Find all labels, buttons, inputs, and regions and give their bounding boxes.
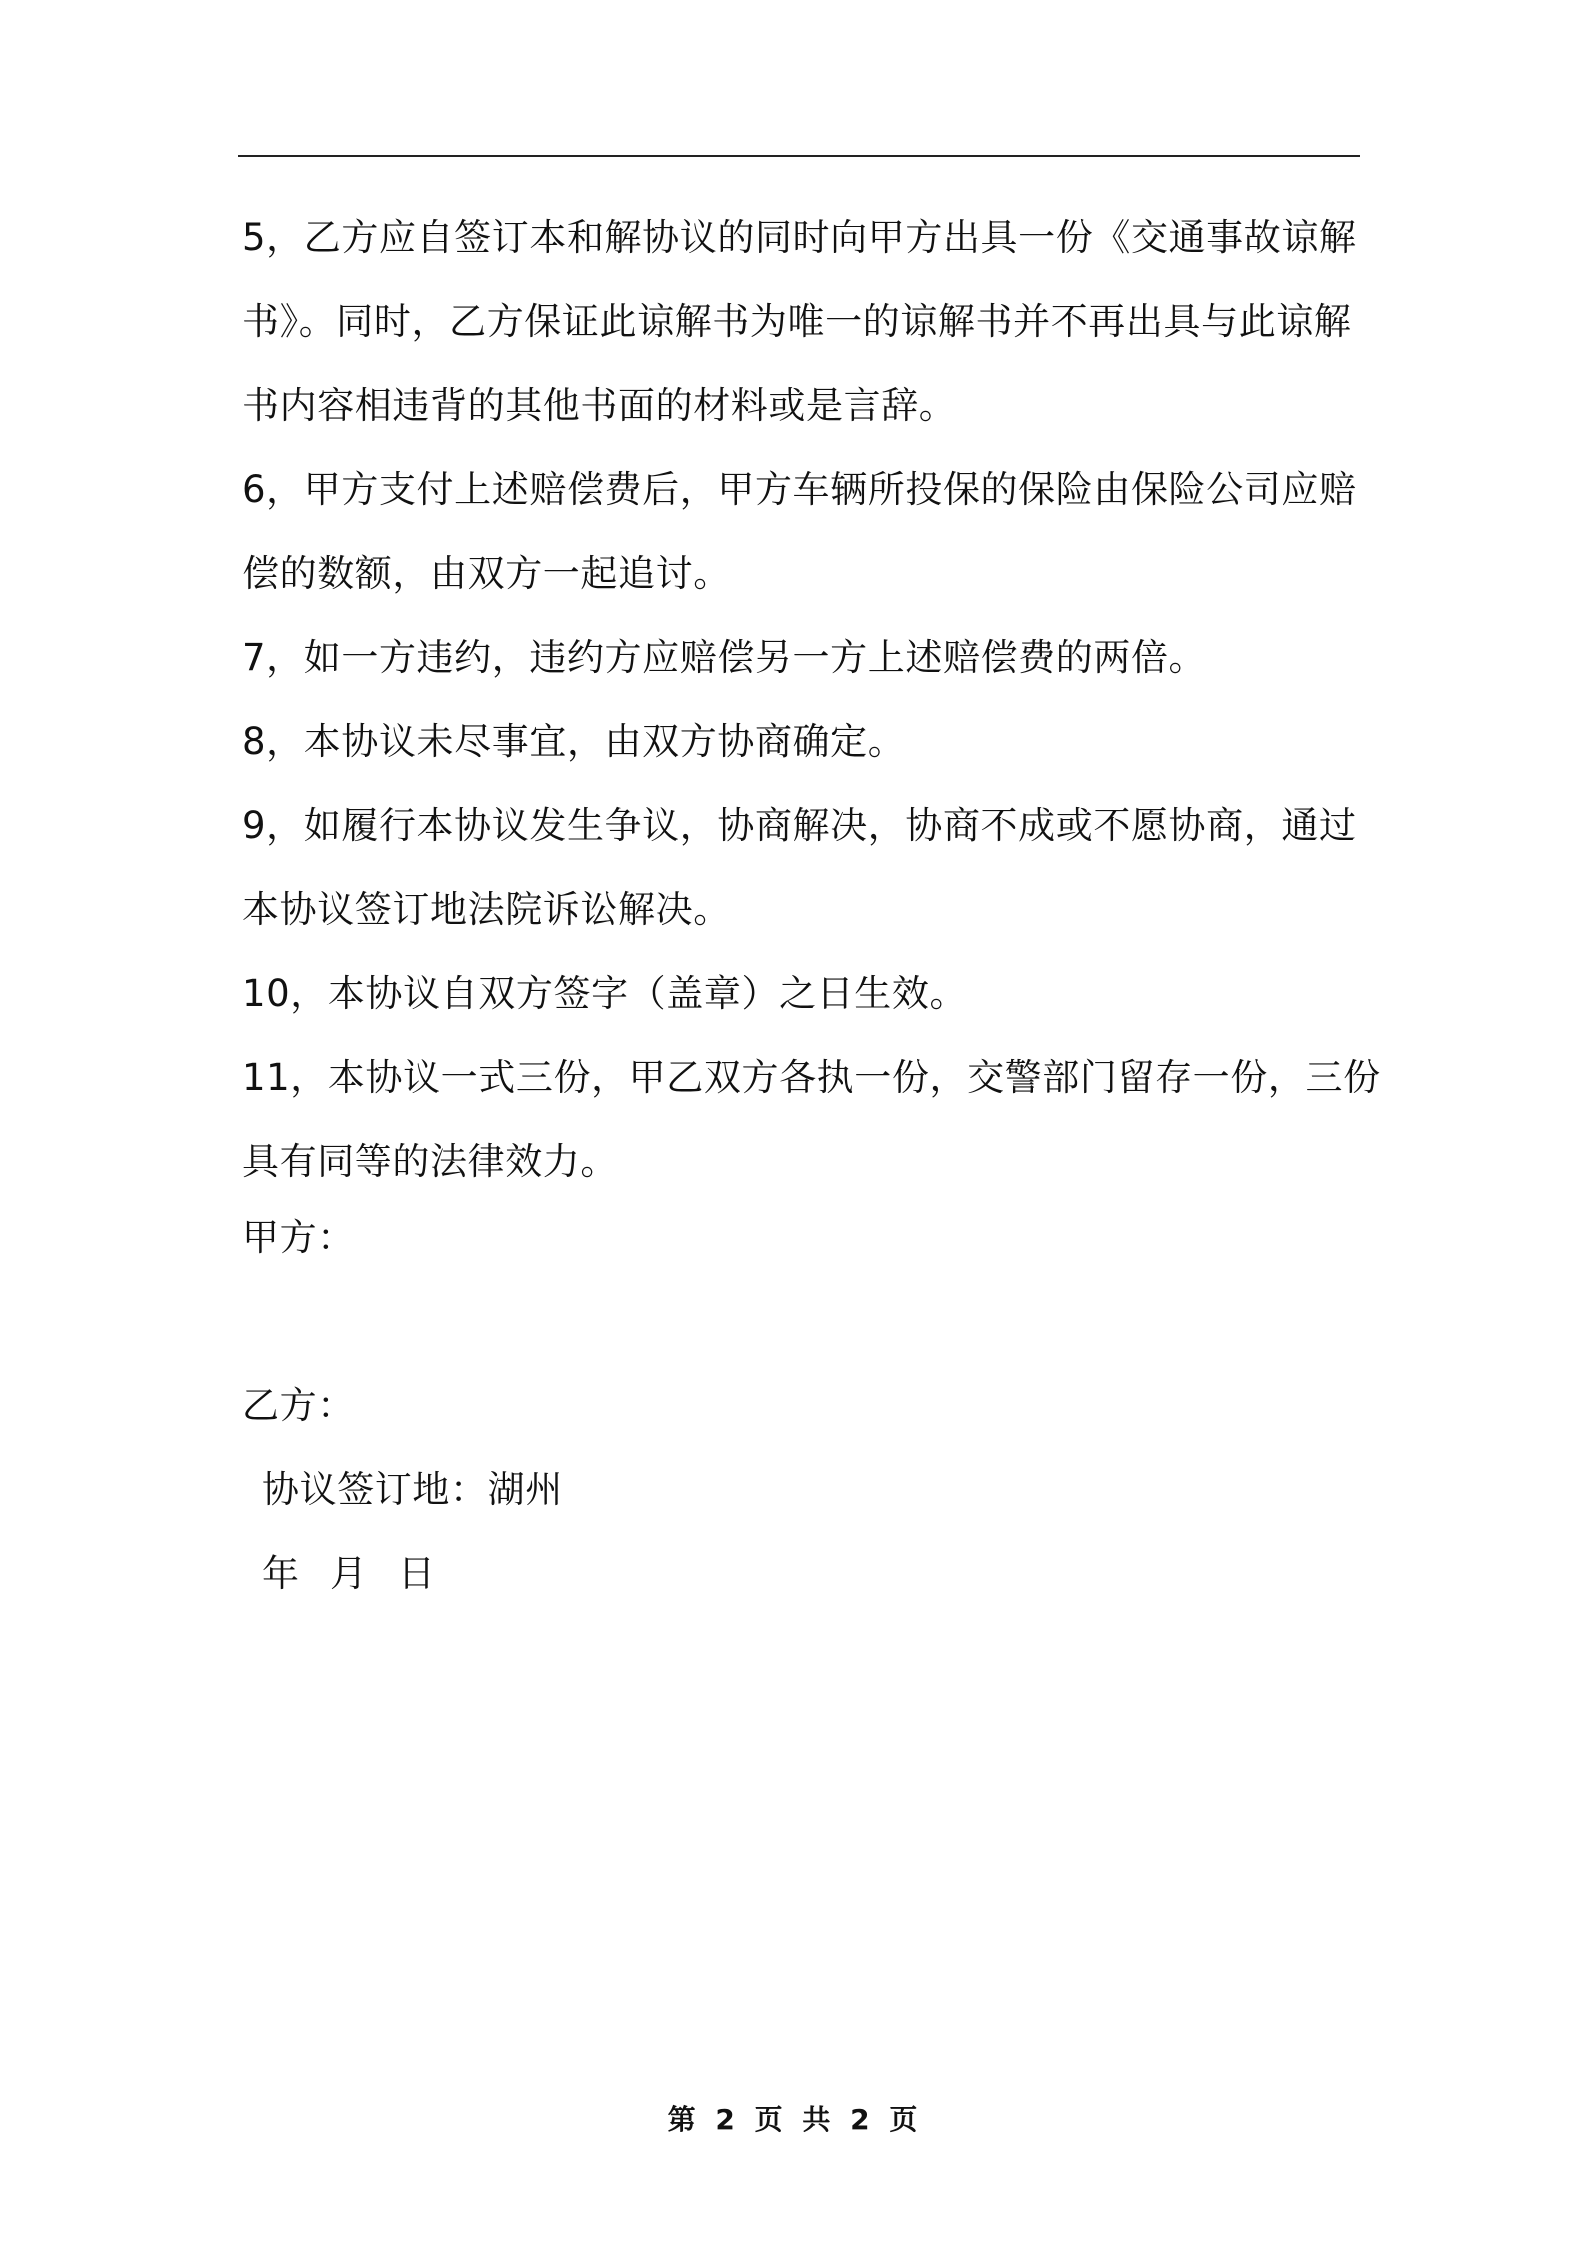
clause-7 xyxy=(242,616,1360,700)
clause-line: 书》。同时，乙方保证此谅解书为唯一的谅解书并不再出具与此谅解 xyxy=(242,300,1352,343)
footer-total-pages: 2 xyxy=(850,2103,871,2136)
header-divider xyxy=(238,155,1360,157)
footer-current-page: 2 xyxy=(715,2103,736,2136)
footer-total-word: 共 xyxy=(802,2103,832,2136)
clause-line: 10，本协议自双方签字（盖章）之日生效。 xyxy=(242,972,968,1015)
footer-prefix: 第 xyxy=(667,2103,697,2136)
date-month: 月 xyxy=(329,1552,368,1595)
clause-line: 书内容相违背的其他书面的材料或是言辞。 xyxy=(242,384,957,427)
party-a-label: 甲方： xyxy=(242,1216,355,1259)
clause-6 xyxy=(242,448,1360,616)
clause-line: 偿的数额，由双方一起追讨。 xyxy=(242,552,731,595)
clause-8 xyxy=(242,700,1360,784)
clause-line: 具有同等的法律效力。 xyxy=(242,1140,618,1183)
clause-line: 6，甲方支付上述赔偿费后，甲方车辆所投保的保险由保险公司应赔 xyxy=(242,468,1357,511)
agreement-clauses xyxy=(242,196,1381,1204)
clause-line: 9，如履行本协议发生争议，协商解决，协商不成或不愿协商，通过 xyxy=(242,804,1357,847)
clause-11 xyxy=(242,1036,1381,1204)
signing-place: 协议签订地：湖州 xyxy=(262,1468,563,1511)
page-footer xyxy=(0,2098,1586,2138)
clause-9 xyxy=(242,784,1360,952)
signing-date xyxy=(262,1532,454,1616)
clause-line: 5，乙方应自签订本和解协议的同时向甲方出具一份《交通事故谅解 xyxy=(242,216,1357,259)
party-b-label: 乙方： xyxy=(242,1384,355,1427)
clause-5 xyxy=(242,196,1360,448)
footer-suffix: 页 xyxy=(889,2103,919,2136)
clause-line: 7，如一方违约，违约方应赔偿另一方上述赔偿费的两倍。 xyxy=(242,636,1207,679)
date-year: 年 xyxy=(262,1552,300,1595)
clause-line: 本协议签订地法院诉讼解决。 xyxy=(242,888,731,931)
clause-line: 8，本协议未尽事宜，由双方协商确定。 xyxy=(242,720,906,763)
footer-page-word: 页 xyxy=(754,2103,784,2136)
clause-10 xyxy=(242,952,1360,1036)
date-day: 日 xyxy=(397,1552,436,1595)
clause-line: 11，本协议一式三份，甲乙双方各执一份，交警部门留存一份，三份 xyxy=(242,1056,1381,1099)
